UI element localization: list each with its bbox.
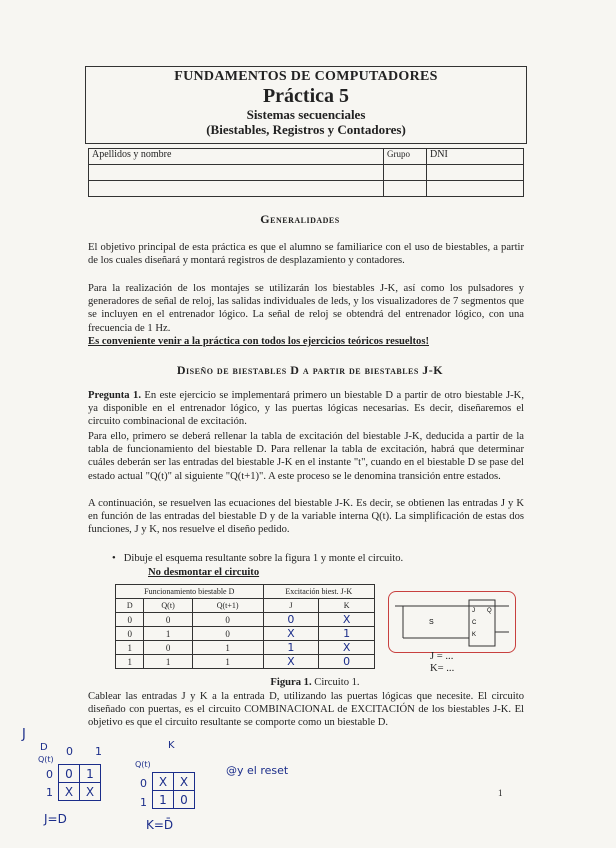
table-col-header: J [263, 599, 319, 613]
diseno-p2: Para ello, primero se deberá rellenar la tabla de excitación del biestable J-K, deducida a partir de la tabla de funcionamiento del biestable D. Para rellenar la tabla de excitación, habrá que determinar cuáles deberán ser las entradas del biestable J-K en el instante "t", cuando en el biestable D se pase del estado actual "Q(t)" al siguiente "Q(t+1)". A este proceso se le denomina transición entre estados. [88, 431, 524, 482]
kmapk-cell: X [153, 773, 174, 791]
practice-subtitle: Sistemas secuenciales [246, 107, 366, 122]
group-field[interactable] [384, 165, 427, 181]
bullet-icon: • [112, 553, 116, 564]
figure-caption [240, 676, 390, 689]
table-cell: 1 [116, 655, 144, 669]
exc-header: Excitación biest. J-K [263, 585, 374, 599]
hw-kmapj-top: D [40, 742, 48, 753]
hw-reset-note: @y el reset [226, 764, 289, 777]
table-col-header: K [319, 599, 375, 613]
table-cell: 0 [319, 655, 375, 669]
hw-kmapk-side: Q(t) [135, 760, 151, 769]
name-field-2[interactable] [89, 181, 384, 197]
func-header: Funcionamiento biestable D [116, 585, 264, 599]
hw-kmapj-row0: 0 [46, 768, 53, 781]
table-cell: 1 [116, 641, 144, 655]
table-cell: 1 [319, 627, 375, 641]
hw-kmapj-col1: 1 [95, 745, 102, 758]
table-cell: X [263, 655, 319, 669]
hw-kmapk-top: K [168, 740, 175, 751]
table-cell: 0 [144, 641, 192, 655]
hw-j-result: J=D [44, 812, 67, 826]
hw-kmap-k [152, 772, 195, 809]
pregunta-label: Pregunta 1. [88, 390, 141, 401]
table-col-header: Q(t+1) [192, 599, 263, 613]
generalidades-note: Es conveniente venir a la práctica con todos los ejercicios teóricos resueltos! [88, 336, 429, 347]
table-col-header: D [116, 599, 144, 613]
box-k-label: K [472, 632, 477, 638]
excitation-table [115, 584, 375, 669]
diseno-p3: A continuación, se resuelven las ecuaciones del biestable J-K. Es decir, se obtienen las entradas J y K en función de las entradas del biestable D y de la variable interna Q(t). La simplificación de estas dos funciones, J y K, nos resuelve el diseño pedido. [88, 498, 524, 536]
section-diseno-title: Diseño de biestables D a partir de biestables J-K [176, 363, 444, 377]
hw-kmapk-row0: 0 [140, 777, 147, 790]
hw-kmapj-col0: 0 [66, 745, 73, 758]
table-cell: 1 [192, 641, 263, 655]
group-field-2[interactable] [384, 181, 427, 197]
hw-kmap-j [58, 764, 101, 801]
cablear-paragraph: Cablear las entradas J y K a la entrada D, utilizando las puertas lógicas que necesite. El circuito diseñado con puertas, es el circuito COMBINACIONAL de EXCITACIÓN de los biestables J-K. El objetivo es que el circuito resultante se comporte como un biestable D. [88, 691, 524, 729]
hw-kmapj-row1: 1 [46, 786, 53, 799]
section-generalidades-title: Generalidades [260, 212, 340, 226]
course-title: FUNDAMENTOS DE COMPUTADORES [174, 69, 438, 84]
bullet-text: Dibuje el esquema resultante sobre la figura 1 y monte el circuito. [123, 553, 404, 564]
box-q-label: Q [487, 608, 492, 614]
generalidades-p2: Para la realización de los montajes se utilizarán los biestables J-K, así como los pulsadores y generadores de señal de reloj, las salidas individuales de leds, y los visualizadores de 7 segmentos que se incluyen en el entrenador lógico. La señal de reloj se obtendrá del entrenador lógico, con una frecuencia de 1 Hz. [88, 283, 524, 334]
table-cell: 1 [144, 627, 192, 641]
group-label: Grupo [384, 149, 427, 165]
page-number: 1 [498, 788, 503, 798]
dni-field-2[interactable] [427, 181, 524, 197]
hw-mark-j: J [22, 727, 26, 742]
kmapk-cell: 1 [153, 791, 174, 809]
table-cell: X [263, 627, 319, 641]
name-label: Apellidos y nombre [89, 149, 384, 165]
kmapk-cell: X [174, 773, 195, 791]
caption-text: Circuito 1. [314, 677, 360, 688]
dni-label: DNI [427, 149, 524, 165]
table-cell: 1 [263, 641, 319, 655]
kmapj-cell: 0 [59, 765, 80, 783]
table-cell: 0 [192, 613, 263, 627]
table-cell: 0 [116, 627, 144, 641]
student-id-table [88, 148, 524, 197]
kmapj-cell: X [80, 783, 101, 801]
table-cell: X [319, 613, 375, 627]
table-cell: X [319, 641, 375, 655]
table-row [116, 641, 375, 655]
table-row [116, 627, 375, 641]
no-desmontar: No desmontar el circuito [148, 567, 260, 578]
j-equation: J = ... [430, 651, 454, 662]
pregunta-1 [88, 389, 524, 429]
table-row [116, 613, 375, 627]
hw-kmapk-row1: 1 [140, 796, 147, 809]
caption-label: Figura 1. [270, 677, 312, 688]
jk-flipflop-drawing [389, 592, 515, 652]
box-j-label: J [472, 608, 475, 614]
table-row [116, 655, 375, 669]
kmapj-cell: X [59, 783, 80, 801]
kmapj-cell: 1 [80, 765, 101, 783]
table-cell: 1 [192, 655, 263, 669]
table-cell: 1 [144, 655, 192, 669]
dni-field[interactable] [427, 165, 524, 181]
practice-title: Práctica 5 [262, 85, 350, 107]
k-equation: K= ... [430, 663, 455, 674]
box-c-label: C [472, 620, 477, 626]
table-cell: 0 [263, 613, 319, 627]
header-box [85, 66, 527, 144]
box-s-label: S [429, 619, 434, 626]
kmapk-cell: 0 [174, 791, 195, 809]
table-col-header: Q(t) [144, 599, 192, 613]
hw-k-result: K=D̄ [146, 818, 174, 832]
hw-kmapj-side: Q(t) [38, 755, 54, 764]
name-field[interactable] [89, 165, 384, 181]
generalidades-p1: El objetivo principal de esta práctica es que el alumno se familiarice con el uso de biestables, a partir de los cuales diseñará y montará registros de desplazamiento y contadores. [88, 242, 524, 267]
table-cell: 0 [144, 613, 192, 627]
circuit-figure [388, 591, 516, 653]
table-cell: 0 [116, 613, 144, 627]
table-cell: 0 [192, 627, 263, 641]
practice-topics: (Biestables, Registros y Contadores) [206, 122, 406, 137]
pregunta-text: En este ejercicio se implementará primero un biestable D a partir de otro biestable J-K, ya disponible en el entrenador lógico, y las puertas lógicas necesarias. Es decir, diseñaremos el circuito combinacional de excitación. [88, 390, 524, 428]
bullet-item [112, 552, 506, 565]
